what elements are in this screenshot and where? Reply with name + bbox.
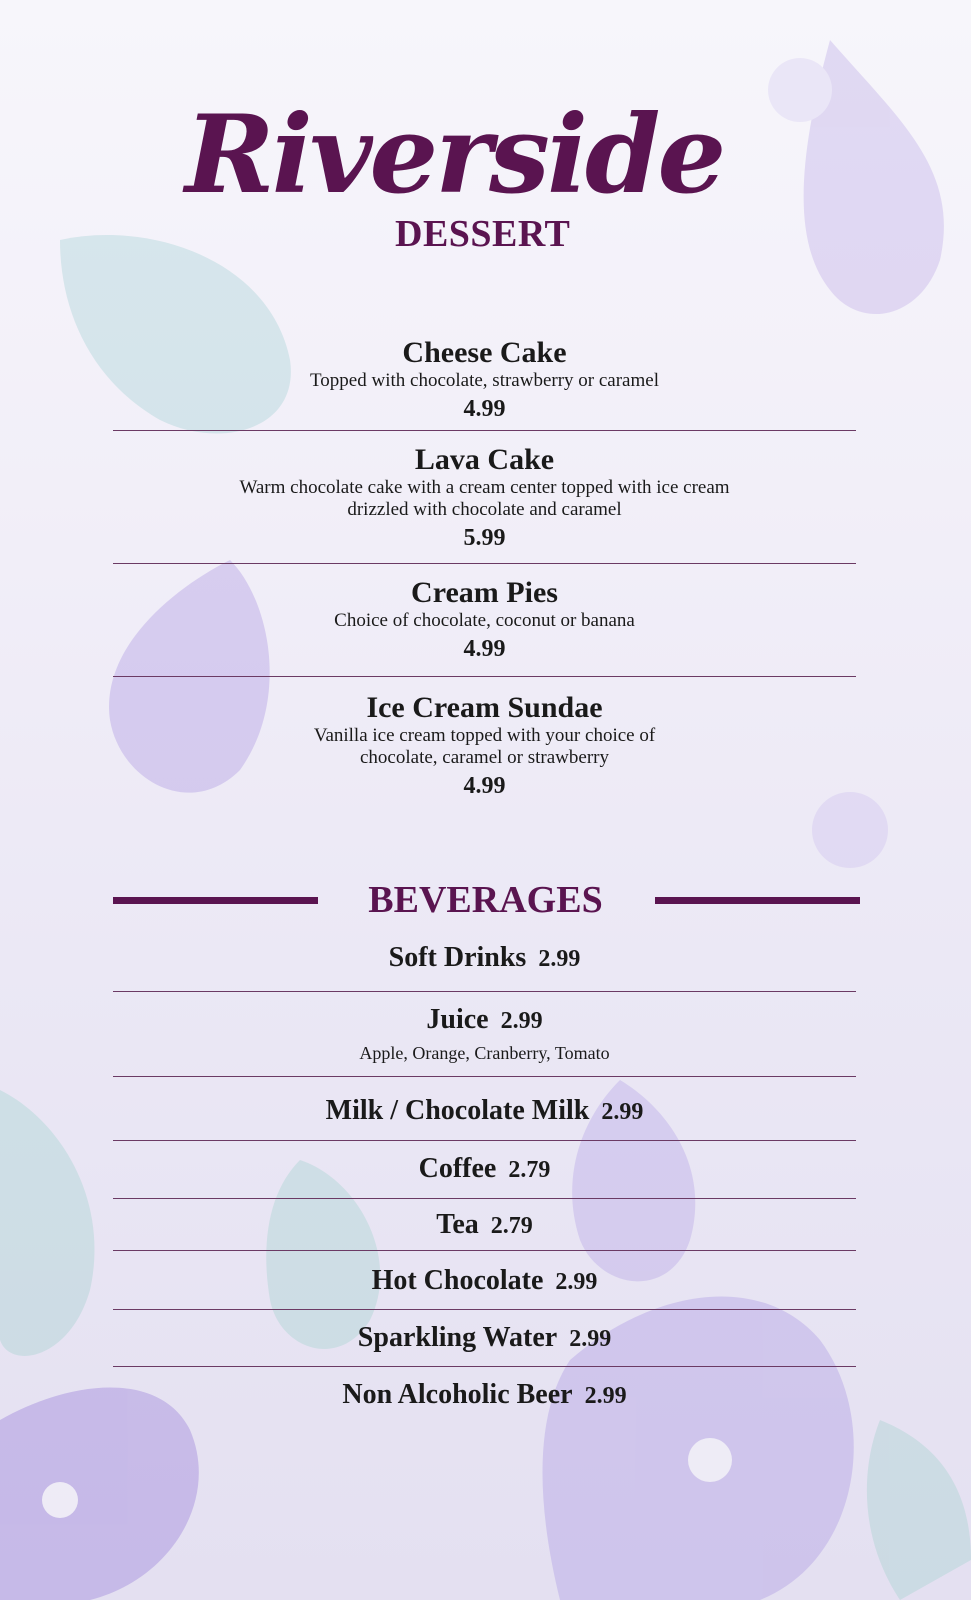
beverage-name: Non Alcoholic Beer — [342, 1379, 573, 1410]
beverage-item — [113, 1141, 856, 1199]
beverage-price: 2.99 — [500, 1008, 543, 1034]
beverage-list — [113, 930, 856, 1427]
beverage-name: Sparkling Water — [357, 1322, 558, 1353]
beverage-name: Soft Drinks — [388, 942, 527, 973]
dessert-price: 4.99 — [463, 773, 506, 799]
beverage-name: Coffee — [418, 1153, 497, 1184]
beverage-price: 2.99 — [555, 1269, 598, 1295]
dessert-name: Cheese Cake — [402, 336, 567, 369]
dessert-price: 5.99 — [463, 525, 506, 551]
beverage-item — [113, 1367, 856, 1427]
beverage-price: 2.99 — [538, 946, 581, 972]
dessert-item — [113, 677, 856, 807]
brand-subtitle: DESSERT — [395, 213, 571, 255]
beverage-price: 2.79 — [490, 1213, 533, 1239]
dessert-price: 4.99 — [463, 396, 506, 422]
beverage-item — [113, 992, 856, 1077]
beverage-item — [113, 1199, 856, 1251]
dessert-price: 4.99 — [463, 636, 506, 662]
beverage-item — [113, 1077, 856, 1141]
beverages-heading: BEVERAGES — [368, 879, 603, 921]
beverage-name: Milk / Chocolate Milk — [325, 1095, 590, 1126]
dessert-name: Cream Pies — [411, 576, 558, 609]
beverage-price: 2.79 — [508, 1157, 551, 1183]
beverage-name: Hot Chocolate — [371, 1265, 544, 1296]
dessert-description: Warm chocolate cake with a cream center topped with ice cream drizzled with chocolate and caramel — [239, 477, 730, 520]
dessert-item — [113, 332, 856, 431]
beverage-name: Juice — [426, 1004, 489, 1035]
dessert-name: Lava Cake — [414, 443, 555, 476]
beverage-price: 2.99 — [569, 1326, 612, 1352]
dessert-item — [113, 564, 856, 677]
dessert-list — [113, 332, 856, 807]
beverage-price: 2.99 — [584, 1383, 627, 1409]
dessert-item — [113, 431, 856, 564]
beverage-item — [113, 930, 856, 992]
dessert-description: Vanilla ice cream topped with your choice of chocolate, caramel or strawberry — [313, 725, 656, 768]
beverage-description: Apple, Orange, Cranberry, Tomato — [359, 1043, 610, 1063]
dessert-description: Choice of chocolate, coconut or banana — [334, 610, 635, 631]
beverage-item — [113, 1251, 856, 1310]
beverage-price: 2.99 — [601, 1099, 644, 1125]
brand-name: Riverside — [185, 92, 724, 218]
beverage-item — [113, 1310, 856, 1367]
dessert-name: Ice Cream Sundae — [366, 691, 603, 724]
beverage-name: Tea — [436, 1209, 479, 1240]
dessert-description: Topped with chocolate, strawberry or caramel — [310, 370, 659, 391]
